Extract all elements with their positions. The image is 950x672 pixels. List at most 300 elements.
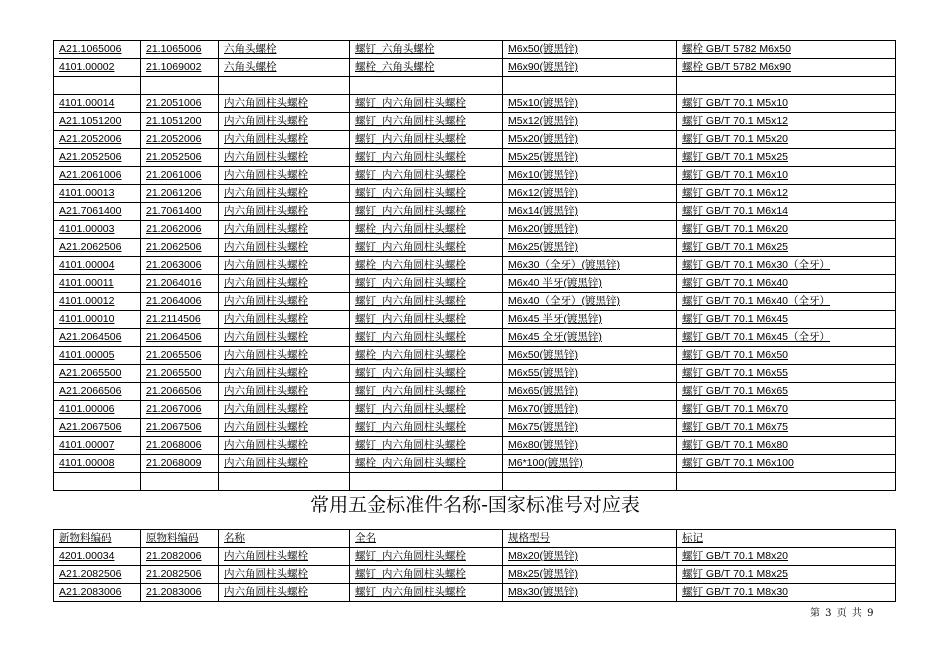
cell-spec <box>503 383 677 401</box>
cell-new-code <box>54 113 141 131</box>
table-row <box>54 365 896 383</box>
cell-new-code <box>54 239 141 257</box>
cell-old-code <box>141 113 219 131</box>
table-header-row <box>54 530 896 548</box>
cell-spec <box>503 131 677 149</box>
cell-mark <box>677 329 896 347</box>
cell-mark <box>677 347 896 365</box>
cell-mark-text: 螺钉 GB/T 70.1 M6x65 <box>682 385 789 397</box>
cell-name-text: 内六角圆柱头螺栓 <box>224 241 308 253</box>
cell-mark <box>677 383 896 401</box>
cell-name <box>219 167 350 185</box>
cell-new-code <box>54 59 141 77</box>
cell-name-text: 六角头螺栓 <box>224 61 277 73</box>
cell-new-code <box>54 548 141 566</box>
cell-old-code-text: 21.2051006 <box>146 97 202 109</box>
cell-mark <box>677 59 896 77</box>
cell-mark-text: 螺钉 GB/T 70.1 M5x25 <box>682 151 789 163</box>
cell-spec-text: M6x80(镀黑锌) <box>508 439 579 451</box>
table-row <box>54 257 896 275</box>
cell-name <box>219 239 350 257</box>
cell-spec <box>503 473 677 491</box>
cell-spec-text: M6x20(镀黑锌) <box>508 223 579 235</box>
cell-new-code <box>54 383 141 401</box>
cell-mark <box>677 113 896 131</box>
cell-mark-text: 螺钉 GB/T 70.1 M6x45（全牙） <box>682 331 831 343</box>
cell-new-code <box>54 185 141 203</box>
cell-old-code-text: 21.2067006 <box>146 403 202 415</box>
cell-spec <box>503 59 677 77</box>
cell-mark-text: 螺钉 GB/T 70.1 M5x12 <box>682 115 789 127</box>
cell-name <box>219 311 350 329</box>
cell-name <box>219 77 350 95</box>
cell-new-code <box>54 584 141 602</box>
cell-old-code-text: 21.2052006 <box>146 133 202 145</box>
cell-mark <box>677 95 896 113</box>
cell-new-code <box>54 473 141 491</box>
cell-mark-text: 螺钉 GB/T 70.1 M6x40（全牙） <box>682 295 831 307</box>
cell-name-text: 内六角圆柱头螺栓 <box>224 295 308 307</box>
table-row <box>54 584 896 602</box>
cell-full-name <box>350 275 503 293</box>
table-body <box>54 548 896 602</box>
cell-name <box>219 584 350 602</box>
table-row <box>54 77 896 95</box>
cell-full-name-text: 螺钉_内六角圆柱头螺栓 <box>355 151 466 163</box>
cell-old-code <box>141 347 219 365</box>
cell-full-name <box>350 77 503 95</box>
cell-new-code <box>54 77 141 95</box>
cell-spec-text: M5x25(镀黑锌) <box>508 151 579 163</box>
cell-new-code-text: 4201.00034 <box>59 550 115 562</box>
cell-mark-text: 螺钉 GB/T 70.1 M6x20 <box>682 223 789 235</box>
cell-old-code-text: 21.2064506 <box>146 331 202 343</box>
table-row <box>54 401 896 419</box>
cell-spec-text: M6x25(镀黑锌) <box>508 241 579 253</box>
table-row <box>54 566 896 584</box>
cell-name <box>219 383 350 401</box>
cell-new-code <box>54 167 141 185</box>
cell-new-code <box>54 149 141 167</box>
page-title: 常用五金标准件名称-国家标准号对应表 <box>310 494 640 516</box>
cell-new-code-text: 4101.00006 <box>59 403 115 415</box>
cell-new-code <box>54 455 141 473</box>
cell-new-code-text: A21.2065500 <box>59 367 122 379</box>
table-row <box>54 383 896 401</box>
cell-old-code-text: 21.2068006 <box>146 439 202 451</box>
cell-full-name-text: 螺钉_内六角圆柱头螺栓 <box>355 550 466 562</box>
cell-full-name-text: 螺钉_六角头螺栓 <box>355 43 435 55</box>
cell-new-code-text: A21.2082506 <box>59 568 122 580</box>
cell-full-name <box>350 311 503 329</box>
cell-old-code-text: 21.2064006 <box>146 295 202 307</box>
cell-full-name-text: 螺钉_内六角圆柱头螺栓 <box>355 115 466 127</box>
cell-mark <box>677 239 896 257</box>
cell-new-code-text: A21.1051200 <box>59 115 122 127</box>
cell-name <box>219 41 350 59</box>
cell-old-code <box>141 566 219 584</box>
cell-spec <box>503 311 677 329</box>
cell-old-code-text: 21.2061006 <box>146 169 202 181</box>
cell-old-code <box>141 473 219 491</box>
cell-full-name-text: 螺栓_六角头螺栓 <box>355 61 435 73</box>
cell-new-code <box>54 203 141 221</box>
cell-old-code-text: 21.2065506 <box>146 349 202 361</box>
cell-name-text: 内六角圆柱头螺栓 <box>224 205 308 217</box>
cell-mark <box>677 419 896 437</box>
cell-full-name <box>350 548 503 566</box>
cell-mark <box>677 77 896 95</box>
cell-name-text: 内六角圆柱头螺栓 <box>224 403 308 415</box>
cell-name <box>219 401 350 419</box>
cell-new-code-text: 4101.00010 <box>59 313 115 325</box>
cell-new-code-text: A21.7061400 <box>59 205 122 217</box>
table-row <box>54 203 896 221</box>
cell-new-code <box>54 566 141 584</box>
cell-spec <box>503 167 677 185</box>
table-row <box>54 149 896 167</box>
cell-full-name <box>350 221 503 239</box>
cell-mark-text: 螺钉 GB/T 70.1 M6x10 <box>682 169 789 181</box>
cell-old-code <box>141 365 219 383</box>
cell-mark <box>677 131 896 149</box>
cell-full-name <box>350 59 503 77</box>
cell-full-name-text: 螺钉_内六角圆柱头螺栓 <box>355 568 466 580</box>
table-row <box>54 473 896 491</box>
cell-spec <box>503 329 677 347</box>
table-row <box>54 455 896 473</box>
cell-spec-text: M6x14(镀黑锌) <box>508 205 579 217</box>
cell-name <box>219 203 350 221</box>
table-row <box>54 131 896 149</box>
cell-old-code-text: 21.1051200 <box>146 115 202 127</box>
cell-full-name <box>350 167 503 185</box>
cell-old-code <box>141 203 219 221</box>
cell-old-code-text: 21.2082006 <box>146 550 202 562</box>
cell-old-code <box>141 383 219 401</box>
cell-spec-text: M6x40 半牙(镀黑锌) <box>508 277 602 289</box>
cell-old-code <box>141 239 219 257</box>
cell-mark-text: 螺钉 GB/T 70.1 M6x25 <box>682 241 789 253</box>
cell-mark-text: 螺栓 GB/T 5782 M6x90 <box>682 61 791 73</box>
cell-new-code <box>54 41 141 59</box>
cell-new-code-text: 4101.00008 <box>59 457 115 469</box>
cell-full-name <box>350 203 503 221</box>
cell-name <box>219 293 350 311</box>
cell-new-code <box>54 95 141 113</box>
cell-mark <box>677 203 896 221</box>
cell-spec <box>503 203 677 221</box>
cell-old-code-text: 21.2052506 <box>146 151 202 163</box>
cell-name <box>219 275 350 293</box>
cell-mark <box>677 293 896 311</box>
cell-new-code <box>54 401 141 419</box>
table-row <box>54 185 896 203</box>
table-row <box>54 347 896 365</box>
cell-new-code-text: 4101.00005 <box>59 349 115 361</box>
cell-new-code-text: 4101.00011 <box>59 277 114 289</box>
cell-mark-text: 螺钉 GB/T 70.1 M6x45 <box>682 313 789 325</box>
table-row <box>54 41 896 59</box>
cell-spec <box>503 149 677 167</box>
cell-mark-text: 螺钉 GB/T 70.1 M6x30（全牙） <box>682 259 831 271</box>
cell-full-name <box>350 293 503 311</box>
cell-full-name <box>350 329 503 347</box>
cell-mark-text: 螺钉 GB/T 70.1 M6x80 <box>682 439 789 451</box>
cell-name-text: 内六角圆柱头螺栓 <box>224 259 308 271</box>
cell-mark <box>677 185 896 203</box>
cell-full-name-text: 螺钉_内六角圆柱头螺栓 <box>355 403 466 415</box>
cell-new-code <box>54 437 141 455</box>
cell-old-code <box>141 167 219 185</box>
cell-name-text: 内六角圆柱头螺栓 <box>224 187 308 199</box>
cell-mark-text: 螺钉 GB/T 70.1 M5x10 <box>682 97 789 109</box>
cell-full-name <box>350 455 503 473</box>
table-row <box>54 167 896 185</box>
cell-mark-text: 螺钉 GB/T 70.1 M8x20 <box>682 550 789 562</box>
cell-full-name <box>350 185 503 203</box>
cell-mark <box>677 401 896 419</box>
cell-full-name-text: 螺栓_内六角圆柱头螺栓 <box>355 223 466 235</box>
cell-old-code <box>141 95 219 113</box>
table-row <box>54 548 896 566</box>
cell-spec <box>503 239 677 257</box>
cell-old-code-text: 21.2061206 <box>146 187 202 199</box>
page-number: 第 3 页 共 9 <box>810 608 875 619</box>
cell-old-code <box>141 257 219 275</box>
mapping-table-continued <box>53 40 896 491</box>
cell-spec-text: M6x45 半牙(镀黑锌) <box>508 313 602 325</box>
cell-full-name <box>350 149 503 167</box>
cell-old-code <box>141 548 219 566</box>
cell-spec-text: M6x75(镀黑锌) <box>508 421 579 433</box>
cell-new-code <box>54 293 141 311</box>
cell-full-name-text: 螺钉_内六角圆柱头螺栓 <box>355 205 466 217</box>
cell-full-name <box>350 437 503 455</box>
cell-full-name <box>350 347 503 365</box>
cell-spec <box>503 566 677 584</box>
cell-name-text: 内六角圆柱头螺栓 <box>224 439 308 451</box>
cell-old-code-text: 21.2066506 <box>146 385 202 397</box>
table-row <box>54 311 896 329</box>
header-name: 名称 <box>219 530 350 548</box>
cell-mark <box>677 221 896 239</box>
header-new-code: 新物料编码 <box>54 530 141 548</box>
cell-new-code-text: A21.2083006 <box>59 586 122 598</box>
cell-full-name-text: 螺钉_内六角圆柱头螺栓 <box>355 586 466 598</box>
cell-new-code-text: A21.2061006 <box>59 169 122 181</box>
cell-name-text: 内六角圆柱头螺栓 <box>224 568 308 580</box>
cell-spec-text: M6*100(镀黑锌) <box>508 457 583 469</box>
cell-mark <box>677 584 896 602</box>
cell-old-code-text: 21.2064016 <box>146 277 202 289</box>
cell-new-code <box>54 347 141 365</box>
cell-name-text: 内六角圆柱头螺栓 <box>224 97 308 109</box>
cell-name-text: 六角头螺栓 <box>224 43 277 55</box>
cell-full-name <box>350 95 503 113</box>
cell-old-code-text: 21.2083006 <box>146 586 202 598</box>
table-row <box>54 239 896 257</box>
cell-old-code <box>141 437 219 455</box>
cell-old-code <box>141 275 219 293</box>
cell-name <box>219 437 350 455</box>
cell-mark-text: 螺钉 GB/T 70.1 M6x70 <box>682 403 789 415</box>
table-row <box>54 95 896 113</box>
cell-name <box>219 419 350 437</box>
cell-spec <box>503 95 677 113</box>
cell-name-text: 内六角圆柱头螺栓 <box>224 331 308 343</box>
header-full-name: 全名 <box>350 530 503 548</box>
cell-mark-text: 螺钉 GB/T 70.1 M6x100 <box>682 457 794 469</box>
table-row <box>54 113 896 131</box>
cell-name <box>219 59 350 77</box>
cell-mark <box>677 437 896 455</box>
cell-name <box>219 329 350 347</box>
cell-old-code <box>141 131 219 149</box>
cell-spec <box>503 584 677 602</box>
cell-spec-text: M5x12(镀黑锌) <box>508 115 579 127</box>
cell-name-text: 内六角圆柱头螺栓 <box>224 349 308 361</box>
cell-spec <box>503 185 677 203</box>
cell-old-code-text: 21.1069002 <box>146 61 202 73</box>
cell-spec <box>503 113 677 131</box>
cell-full-name <box>350 566 503 584</box>
cell-old-code-text: 21.2068009 <box>146 457 202 469</box>
cell-spec-text: M6x50(镀黑锌) <box>508 43 579 55</box>
cell-spec-text: M6x30（全牙）(镀黑锌) <box>508 259 621 271</box>
cell-mark-text: 螺栓 GB/T 5782 M6x50 <box>682 43 791 55</box>
cell-spec <box>503 293 677 311</box>
cell-spec-text: M6x12(镀黑锌) <box>508 187 579 199</box>
cell-name <box>219 149 350 167</box>
cell-full-name-text: 螺钉_内六角圆柱头螺栓 <box>355 385 466 397</box>
cell-name-text: 内六角圆柱头螺栓 <box>224 550 308 562</box>
mapping-table <box>53 529 896 602</box>
cell-mark <box>677 149 896 167</box>
cell-old-code-text: 21.2063006 <box>146 259 202 271</box>
cell-new-code-text: 4101.00012 <box>59 295 115 307</box>
cell-name <box>219 365 350 383</box>
cell-old-code-text: 21.2062506 <box>146 241 202 253</box>
cell-name <box>219 95 350 113</box>
cell-name <box>219 185 350 203</box>
cell-new-code-text: 4101.00003 <box>59 223 115 235</box>
cell-name-text: 内六角圆柱头螺栓 <box>224 223 308 235</box>
cell-old-code <box>141 149 219 167</box>
cell-name <box>219 257 350 275</box>
cell-spec-text: M6x40（全牙）(镀黑锌) <box>508 295 621 307</box>
cell-spec-text: M5x20(镀黑锌) <box>508 133 579 145</box>
cell-new-code-text: A21.2066506 <box>59 385 122 397</box>
cell-spec <box>503 365 677 383</box>
cell-old-code <box>141 311 219 329</box>
cell-name-text: 内六角圆柱头螺栓 <box>224 133 308 145</box>
cell-name-text: 内六角圆柱头螺栓 <box>224 277 308 289</box>
cell-mark-text: 螺钉 GB/T 70.1 M6x50 <box>682 349 789 361</box>
cell-mark <box>677 455 896 473</box>
cell-old-code <box>141 455 219 473</box>
cell-mark-text: 螺钉 GB/T 70.1 M6x55 <box>682 367 789 379</box>
cell-old-code <box>141 221 219 239</box>
cell-full-name <box>350 113 503 131</box>
cell-new-code <box>54 257 141 275</box>
cell-full-name <box>350 365 503 383</box>
cell-mark-text: 螺钉 GB/T 70.1 M5x20 <box>682 133 789 145</box>
cell-new-code-text: A21.1065006 <box>59 43 122 55</box>
cell-name <box>219 566 350 584</box>
cell-full-name <box>350 239 503 257</box>
cell-old-code-text: 21.2062006 <box>146 223 202 235</box>
cell-spec-text: M6x90(镀黑锌) <box>508 61 579 73</box>
cell-old-code <box>141 41 219 59</box>
table-body <box>54 41 896 491</box>
cell-name <box>219 113 350 131</box>
cell-mark <box>677 548 896 566</box>
cell-name <box>219 131 350 149</box>
cell-mark <box>677 365 896 383</box>
cell-full-name <box>350 41 503 59</box>
cell-old-code-text: 21.2082506 <box>146 568 202 580</box>
cell-spec <box>503 437 677 455</box>
cell-old-code-text: 21.7061400 <box>146 205 202 217</box>
cell-old-code <box>141 584 219 602</box>
cell-full-name-text: 螺钉_内六角圆柱头螺栓 <box>355 169 466 181</box>
cell-mark-text: 螺钉 GB/T 70.1 M6x12 <box>682 187 789 199</box>
cell-mark <box>677 257 896 275</box>
cell-spec <box>503 221 677 239</box>
cell-old-code <box>141 77 219 95</box>
cell-full-name-text: 螺钉_内六角圆柱头螺栓 <box>355 331 466 343</box>
cell-new-code <box>54 275 141 293</box>
cell-spec <box>503 548 677 566</box>
cell-new-code <box>54 221 141 239</box>
cell-new-code-text: 4101.00007 <box>59 439 115 451</box>
cell-full-name-text: 螺钉_内六角圆柱头螺栓 <box>355 133 466 145</box>
cell-full-name-text: 螺钉_内六角圆柱头螺栓 <box>355 97 466 109</box>
cell-new-code <box>54 131 141 149</box>
cell-mark-text: 螺钉 GB/T 70.1 M8x30 <box>682 586 789 598</box>
cell-new-code <box>54 311 141 329</box>
cell-full-name-text: 螺钉_内六角圆柱头螺栓 <box>355 421 466 433</box>
cell-full-name-text: 螺钉_内六角圆柱头螺栓 <box>355 241 466 253</box>
cell-spec-text: M8x25(镀黑锌) <box>508 568 579 580</box>
cell-mark <box>677 566 896 584</box>
cell-spec <box>503 401 677 419</box>
cell-mark-text: 螺钉 GB/T 70.1 M6x14 <box>682 205 789 217</box>
cell-new-code-text: A21.2052006 <box>59 133 122 145</box>
cell-new-code-text: A21.2067506 <box>59 421 122 433</box>
header-spec: 规格型号 <box>503 530 677 548</box>
cell-name <box>219 221 350 239</box>
cell-full-name-text: 螺栓_内六角圆柱头螺栓 <box>355 259 466 271</box>
cell-spec <box>503 347 677 365</box>
cell-spec-text: M5x10(镀黑锌) <box>508 97 579 109</box>
cell-spec <box>503 455 677 473</box>
cell-old-code-text: 21.2065500 <box>146 367 202 379</box>
cell-name <box>219 473 350 491</box>
table-row <box>54 329 896 347</box>
cell-spec-text: M6x65(镀黑锌) <box>508 385 579 397</box>
cell-new-code-text: 4101.00002 <box>59 61 115 73</box>
cell-spec <box>503 275 677 293</box>
cell-spec <box>503 41 677 59</box>
cell-old-code <box>141 329 219 347</box>
cell-new-code-text: 4101.00004 <box>59 259 115 271</box>
cell-mark-text: 螺钉 GB/T 70.1 M8x25 <box>682 568 789 580</box>
cell-full-name-text: 螺钉_内六角圆柱头螺栓 <box>355 313 466 325</box>
cell-old-code-text: 21.1065006 <box>146 43 202 55</box>
cell-full-name <box>350 131 503 149</box>
